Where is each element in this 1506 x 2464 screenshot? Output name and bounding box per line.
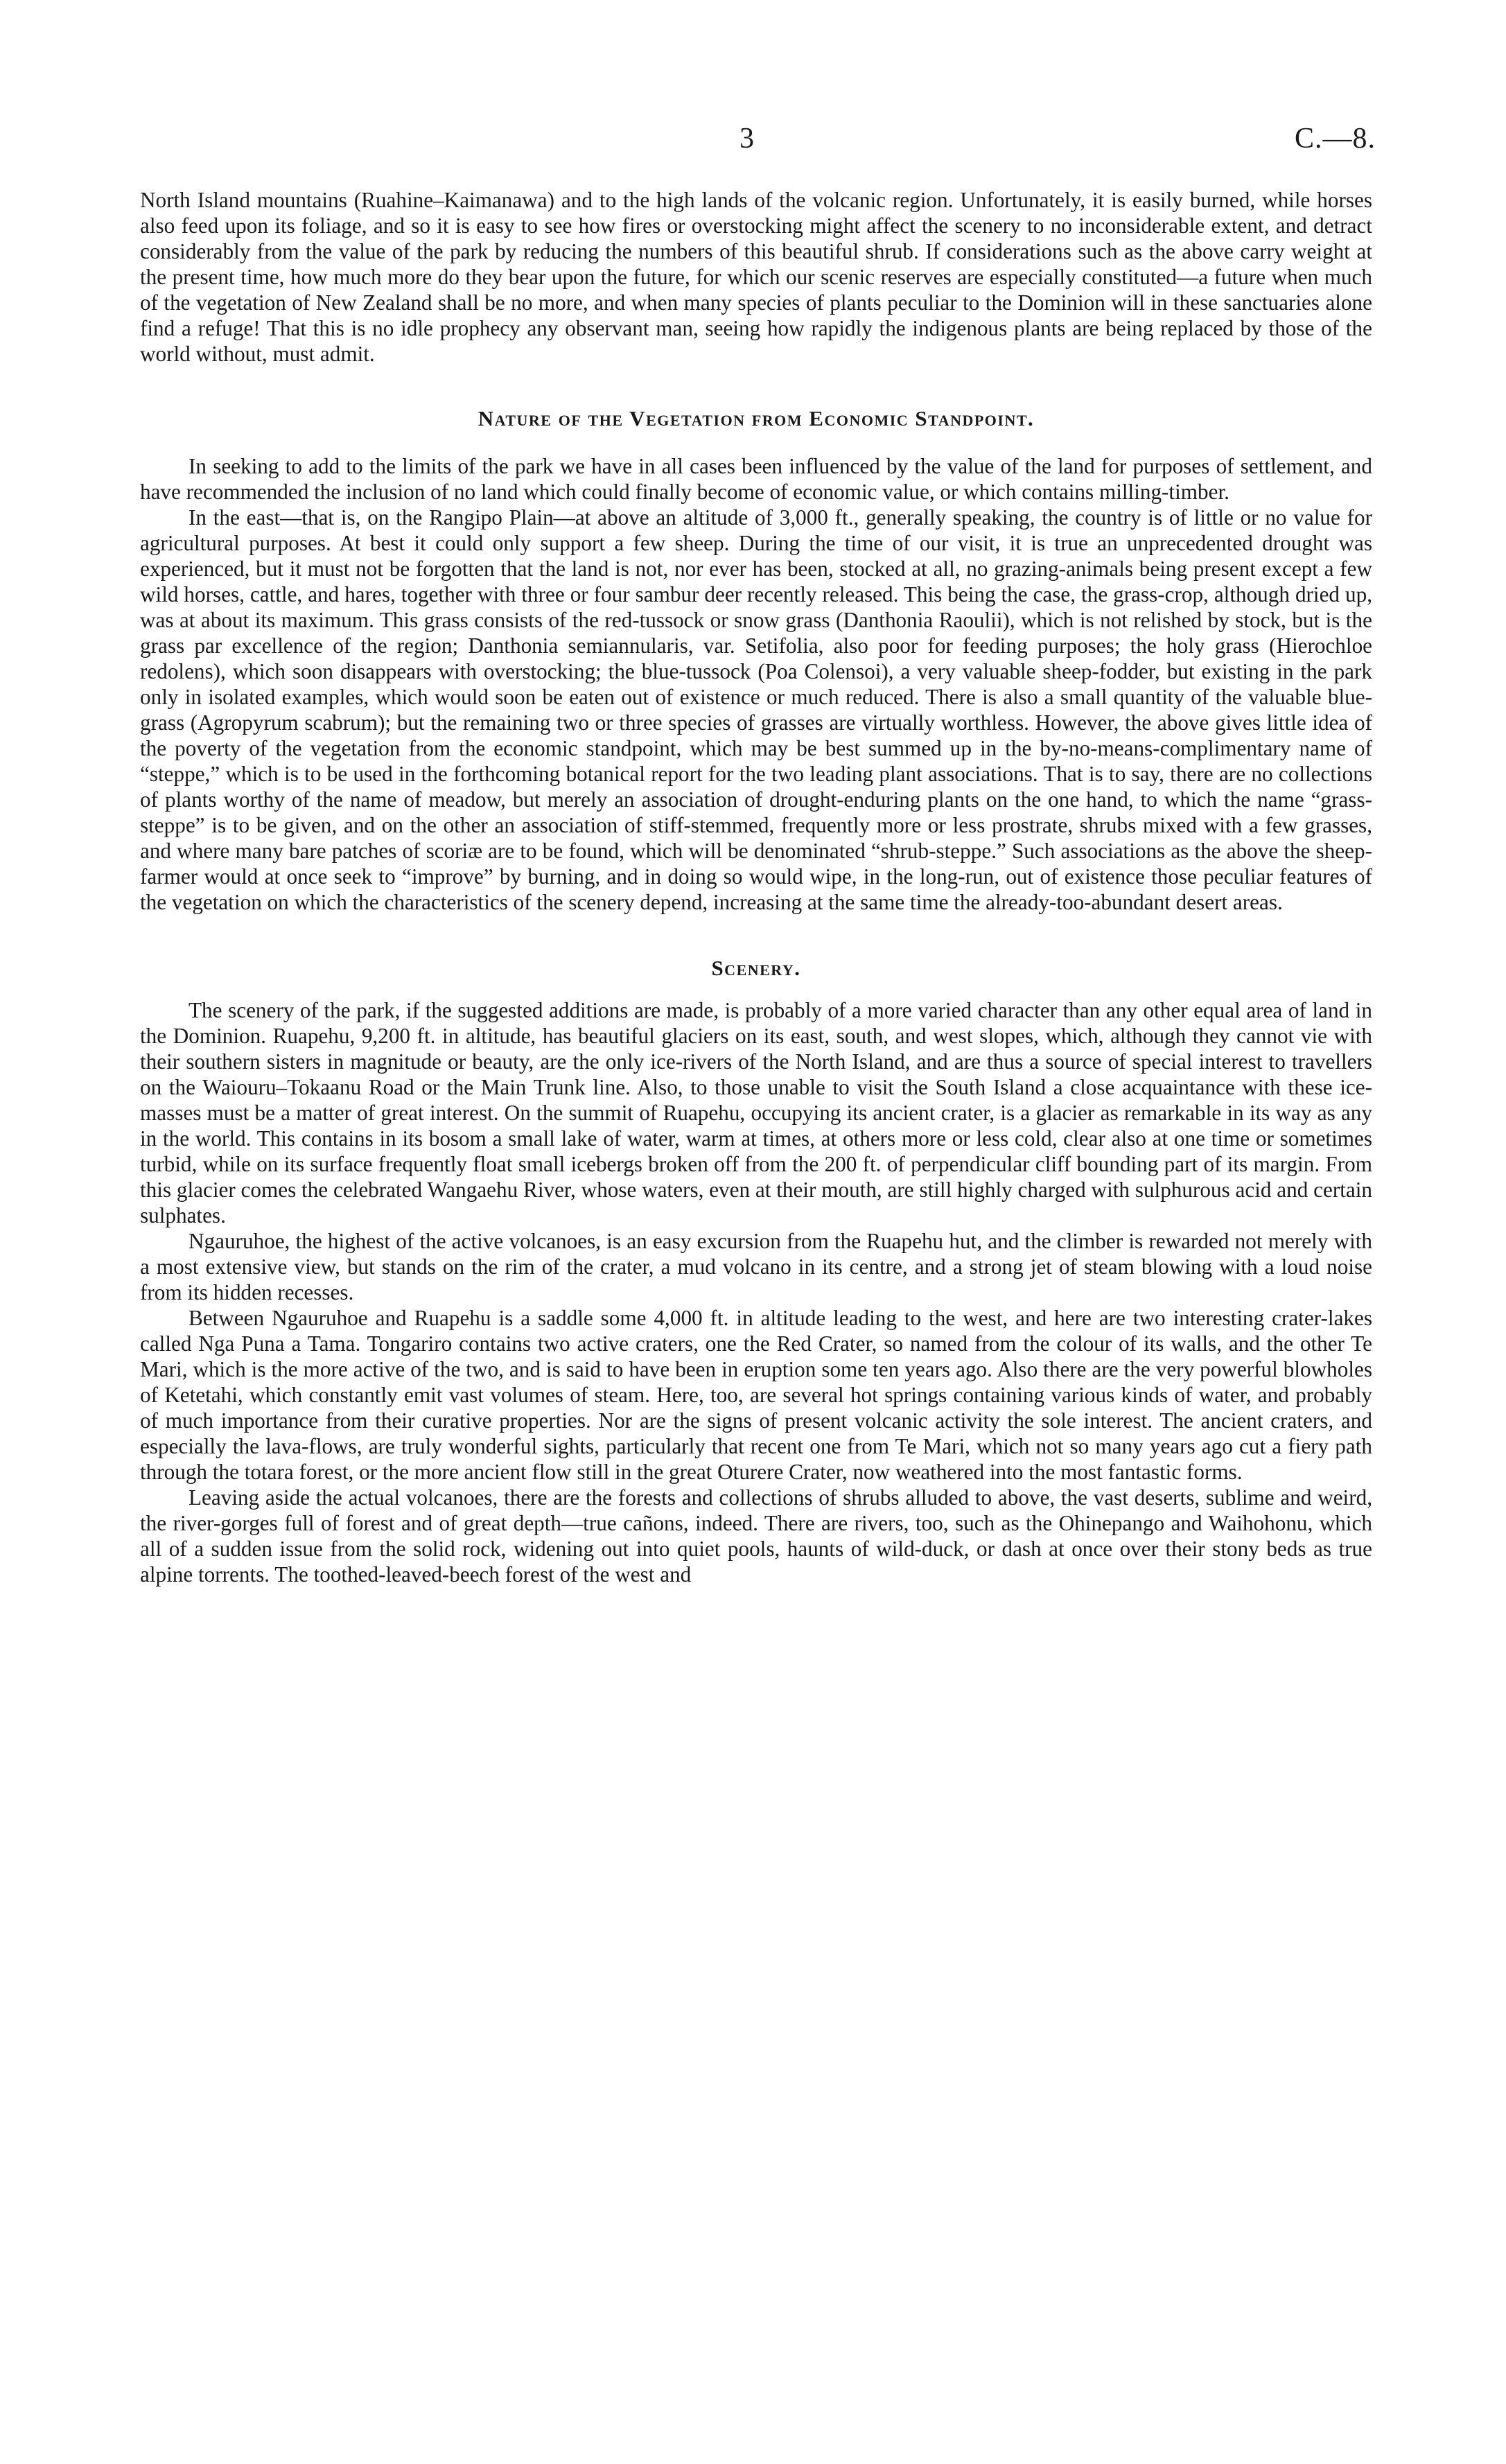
scenery-paragraph-1: The scenery of the park, if the suggested additions are made, is probably of a more varied character than any other equal area of land in the Dominion. Ruapehu, 9,200 ft. in altitude, has beautiful glaciers on its east, south, and west slopes, which, although they cannot vie with their southern sisters in magnitude or beauty, are the only ice-rivers of the North Island, and are thus a source of special interest to travellers on the Waiouru–Tokaanu Road or the Main Trunk line. Also, to those unable to visit the South Island a close acquaintance with these ice-masses must be a matter of great interest. On the summit of Ruapehu, occupying its ancient crater, is a glacier as remarkable in its way as any in the world. This contains in its bosom a small lake of water, warm at times, at others more or less cold, clear also at one time or sometimes turbid, while on its surface frequently float small icebergs broken off from the 200 ft. of perpendicular cliff bounding part of its margin. From this glacier comes the celebrated Wangaehu River, whose waters, even at their mouth, are still highly charged with sulphurous acid and certain sulphates. (140, 998, 1372, 1227)
economic-paragraph-1: In seeking to add to the limits of the park we have in all cases been influenced by the value of the land for purposes of settlement, and have recommended the inclusion of no land which could finally become of economic value, or which contains milling-timber. (140, 454, 1372, 504)
page-body (140, 187, 1372, 1587)
scenery-paragraph-4: Leaving aside the actual volcanoes, there are the forests and collections of shrubs alluded to above, the vast deserts, sublime and weird, the river-gorges full of forest and of great depth—true cañons, indeed. There are rivers, too, such as the Ohinepango and Waihohonu, which all of a sudden issue from the solid rock, widening out into quiet pools, haunts of wild-duck, or dash at once over their stony beds as true alpine torrents. The toothed-leaved-beech forest of the west and (140, 1485, 1372, 1587)
page-number: 3 (739, 123, 754, 155)
economic-standpoint-heading: Nature of the Vegetation from Economic Standpoint. (478, 406, 1035, 430)
document-reference: C.—8. (1294, 123, 1376, 155)
scenery-heading: Scenery. (711, 956, 801, 980)
page-header (0, 122, 1506, 164)
intro-paragraph: North Island mountains (Ruahine–Kaimanawa) and to the high lands of the volcanic region. Unfortunately, it is easily burned, while horses also feed upon its foliage, and so it is easy to see how fires or overstocking might affect the scenery to no inconsiderable extent, and detract considerably from the value of the park by reducing the numbers of this beautiful shrub. If considerations such as the above carry weight at the present time, how much more do they bear upon the future, for which our scenic reserves are especially constituted—a future when much of the vegetation of New Zealand shall be no more, and when many species of plants peculiar to the Dominion will in these sanctuaries alone find a refuge! That this is no idle prophecy any observant man, seeing how rapidly the indigenous plants are being replaced by those of the world without, must admit. (140, 188, 1372, 366)
scenery-paragraph-2: Ngauruhoe, the highest of the active volcanoes, is an easy excursion from the Ruapehu hut, and the climber is rewarded not merely with a most extensive view, but stands on the rim of the crater, a mud volcano in its centre, and a strong jet of steam blowing with a loud noise from its hidden recesses. (140, 1229, 1372, 1304)
economic-paragraph-2: In the east—that is, on the Rangipo Plain—at above an altitude of 3,000 ft., generally speaking, the country is of little or no value for agricultural purposes. At best it could only support a few sheep. During the time of our visit, it is true an unprecedented drought was experienced, but it must not be forgotten that the land is not, nor ever has been, stocked at all, no grazing-animals being present except a few wild horses, cattle, and hares, together with three or four sambur deer recently released. This being the case, the grass-crop, although dried up, was at about its maximum. This grass consists of the red-tussock or snow grass (Danthonia Raoulii), which is not relished by stock, but is the grass par excellence of the region; Danthonia semiannularis, var. Setifolia, also poor for feeding purposes; the holy grass (Hierochloe redolens), which soon disappears with overstocking; the blue-tussock (Poa Colensoi), a very valuable sheep-fodder, but existing in the park only in isolated examples, which would soon be eaten out of existence or much reduced. There is also a small quantity of the valuable blue-grass (Agropyrum scabrum); but the remaining two or three species of grasses are virtually worthless. However, the above gives little idea of the poverty of the vegetation from the economic standpoint, which may be best summed up in the by-no-means-complimentary name of “steppe,” which is to be used in the forthcoming botanical report for the two leading plant associations. That is to say, there are no collections of plants worthy of the name of meadow, but merely an association of drought-enduring plants on the one hand, to which the name “grass-steppe” is to be given, and on the other an association of stiff-stemmed, frequently more or less prostrate, shrubs mixed with a few grasses, and where many bare patches of scoriæ are to be found, which will be denominated “shrub-steppe.” Such associations as the above the sheep-farmer would at once seek to “improve” by burning, and in doing so would wipe, in the long-run, out of existence those peculiar features of the vegetation on which the characteristics of the scenery depend, increasing at the same time the already-too-abundant desert areas. (140, 505, 1372, 914)
scenery-paragraph-3: Between Ngauruhoe and Ruapehu is a saddle some 4,000 ft. in altitude leading to the west, and here are two interesting crater-lakes called Nga Puna a Tama. Tongariro contains two active craters, one the Red Crater, so named from the colour of its walls, and the other Te Mari, which is the more active of the two, and is said to have been in eruption some ten years ago. Also there are the very powerful blowholes of Ketetahi, which constantly emit vast volumes of steam. Here, too, are several hot springs containing various kinds of water, and probably of much importance from their curative properties. Nor are the signs of present volcanic activity the sole interest. The ancient craters, and especially the lava-flows, are truly wonderful sights, particularly that recent one from Te Mari, which not so many years ago cut a fiery path through the totara forest, or the more ancient flow still in the great Oturere Crater, now weathered into the most fantastic forms. (140, 1306, 1372, 1484)
